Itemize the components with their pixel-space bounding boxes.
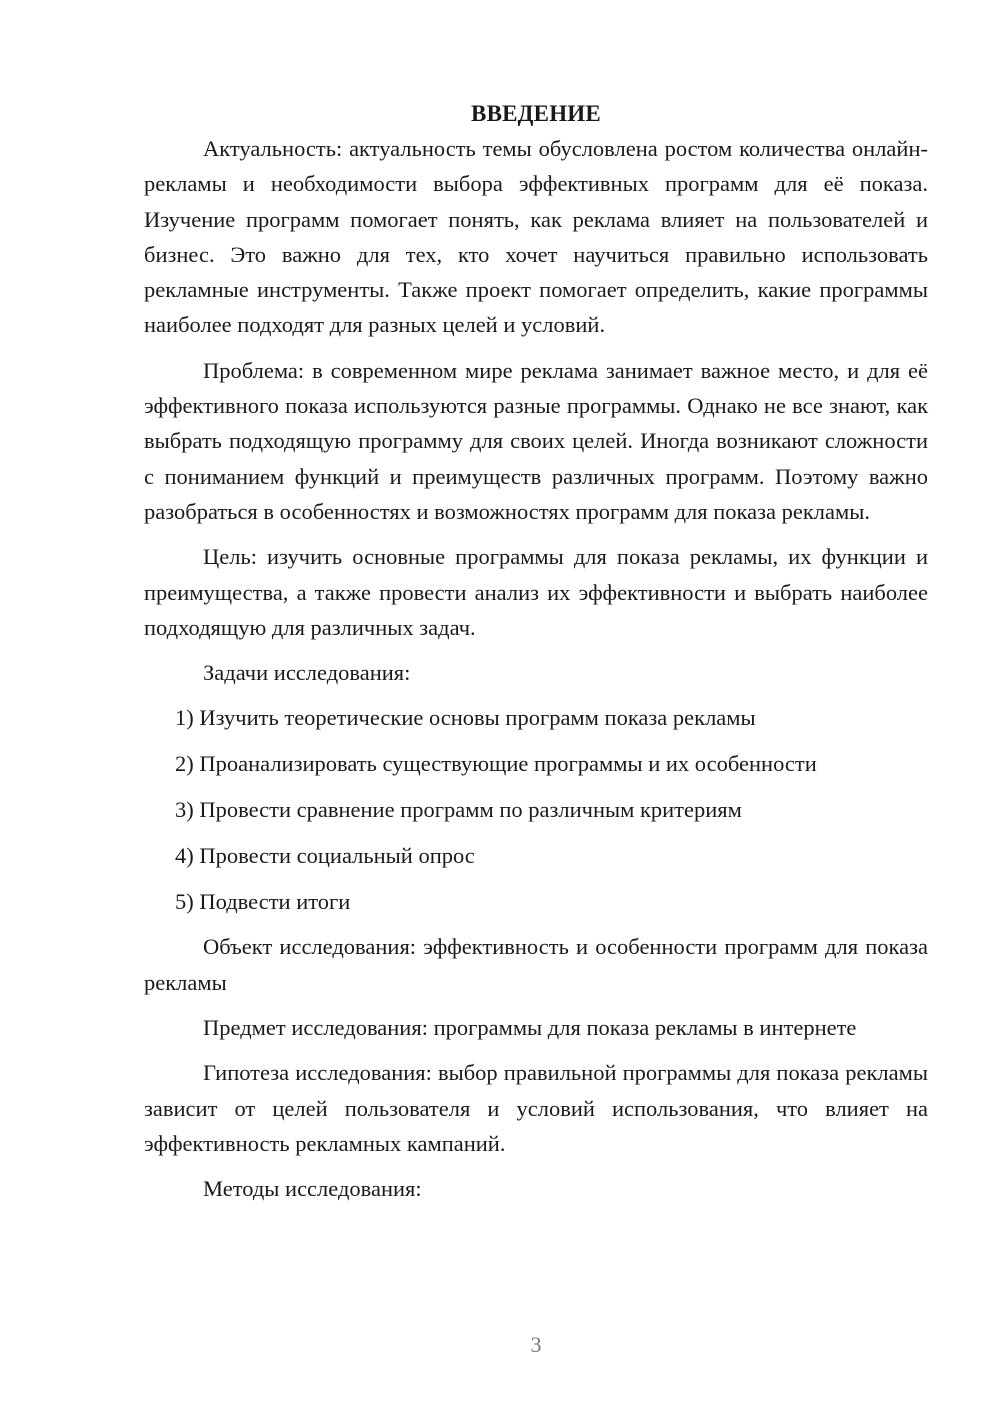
paragraph-methods: Методы исследования: bbox=[203, 1176, 422, 1202]
paragraph-goal: Цель: изучить основные программы для показа рекламы, их функции и преимущества, а также провести анализ их эффективности и выбрать наиболее подходящую для различных задач. bbox=[144, 544, 928, 640]
paragraph-tasks-heading: Задачи исследования: bbox=[203, 660, 411, 686]
page-number: 3 bbox=[530, 1332, 542, 1357]
page-content bbox=[144, 96, 928, 1217]
list-item: 1) Изучить теоретические основы программ показа рекламы bbox=[175, 705, 756, 731]
list-item: 5) Подвести итоги bbox=[175, 888, 351, 914]
paragraph-relevance: Актуальность: актуальность темы обусловлена ростом количества онлайн-рекламы и необходимости выбора эффективных программ для её показа. Изучение программ помогает понять, как реклама влияет на пользователей и бизнес. Это важно для тех, кто хочет научиться правильно использовать рекламные инструменты. Также проект помогает определить, какие программы наиболее подходят для разных целей и условий. bbox=[144, 136, 928, 338]
paragraph-object: Объект исследования: эффективность и особенности программ для показа рекламы bbox=[144, 934, 928, 995]
paragraph-hypothesis: Гипотеза исследования: выбор правильной программы для показа рекламы зависит от целей пользователя и условий использования, что влияет на эффективность рекламных кампаний. bbox=[144, 1060, 928, 1156]
list-item: 4) Провести социальный опрос bbox=[175, 842, 475, 868]
list-item: 2) Проанализировать существующие программы и их особенности bbox=[175, 751, 817, 777]
paragraph-problem: Проблема: в современном мире реклама занимает важное место, и для её эффективного показа используются разные программы. Однако не все знают, как выбрать подходящую программу для своих целей. Иногда возникают сложности с пониманием функций и преимуществ различных программ. Поэтому важно разобраться в особенностях и возможностях программ для показа рекламы. bbox=[144, 357, 928, 524]
tasks-list bbox=[144, 700, 928, 918]
paragraph-subject: Предмет исследования: программы для показа рекламы в интернете bbox=[203, 1015, 857, 1041]
list-item: 3) Провести сравнение программ по различным критериям bbox=[175, 797, 742, 823]
page-title: ВВЕДЕНИЕ bbox=[471, 101, 601, 126]
